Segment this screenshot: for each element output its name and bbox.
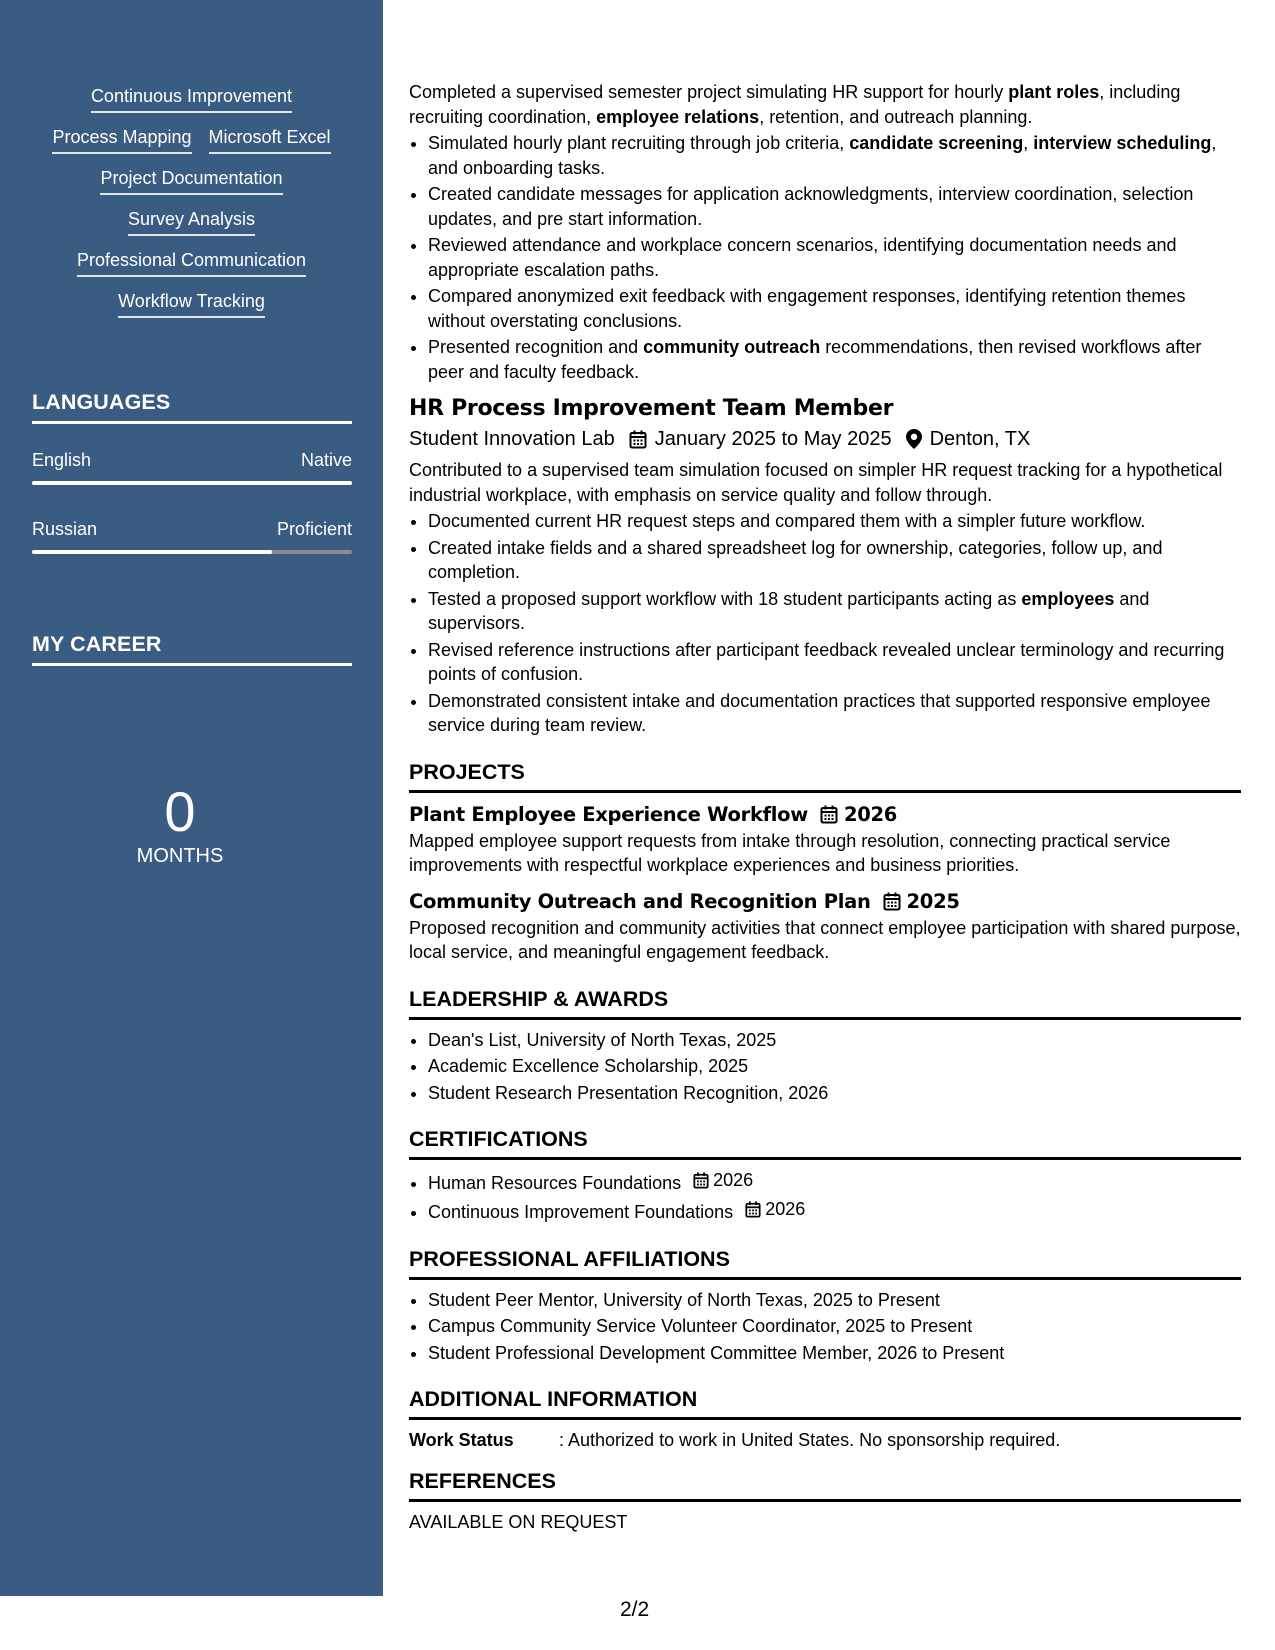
text: Tested a proposed support workflow with 18 student participants acting as: [428, 588, 1022, 609]
calendar-icon: [745, 1201, 761, 1218]
text-bold: interview scheduling: [1033, 133, 1212, 153]
list-item: • Campus Community Service Volunteer Coordinator, 2025 to Present: [428, 1314, 1241, 1339]
list-item: • Student Professional Development Committee Member, 2026 to Present: [428, 1341, 1241, 1366]
language-bar-fill: [32, 550, 272, 554]
text: recommendations, then revised workflows after peer and faculty feedback.: [428, 337, 1202, 382]
certifications-list: [409, 1168, 1241, 1225]
references-text: AVAILABLE ON REQUEST: [409, 1511, 628, 1532]
text-bold: employees: [1021, 588, 1115, 609]
job-bullets: [409, 509, 1241, 738]
text: and supervisors.: [428, 588, 1150, 633]
list-item: [428, 284, 1241, 333]
skill-tag: Continuous Improvement: [91, 85, 292, 113]
list-item: [428, 689, 1241, 738]
text: Simulated hourly plant recruiting through job criteria,: [428, 133, 850, 153]
list-item: • Student Research Presentation Recognition, 2026: [428, 1081, 1241, 1106]
text: Reviewed attendance and workplace concern scenarios, identifying documentation needs and appropriate escalation paths.: [428, 235, 1177, 280]
project-desc: Proposed recognition and community activities that connect employee participation with shared purpose, local service, and meaningful engagement feedback.: [409, 917, 1241, 962]
language-bar: [32, 481, 352, 485]
calendar-icon: [883, 892, 901, 911]
map-pin-icon: [906, 429, 922, 449]
job-dates: January 2025 to May 2025: [654, 428, 892, 450]
language-name: English: [32, 450, 92, 470]
language-item: [32, 518, 352, 554]
languages-heading: LANGUAGES: [32, 390, 352, 424]
text: Completed a supervised semester project simulating HR support for hourly: [409, 82, 1009, 102]
text: Created candidate messages for application acknowledgments, interview coordination, selection updates, and pre start information.: [428, 184, 1194, 229]
text-bold: candidate screening: [849, 133, 1024, 153]
section-heading-affiliations: PROFESSIONAL AFFILIATIONS: [409, 1245, 1241, 1280]
info-value: : Authorized to work in United States. No sponsorship required.: [559, 1430, 1061, 1450]
project-name: Community Outreach and Recognition Plan: [409, 889, 871, 913]
job-org: Student Innovation Lab: [409, 428, 615, 450]
language-item: [32, 449, 352, 485]
project-year: 2026: [844, 802, 898, 826]
list-item: [428, 1168, 1241, 1195]
project-name: Plant Employee Experience Workflow: [409, 802, 808, 826]
list-item: [428, 587, 1241, 636]
text: ,: [1023, 133, 1034, 153]
section-heading-leadership: LEADERSHIP & AWARDS: [409, 985, 1241, 1020]
job-intro: Contributed to a supervised team simulation focused on simpler HR request tracking for a hypothetical industrial workplace, with emphasis on service quality and follow through.: [409, 460, 1223, 505]
cert-year: 2026: [713, 1170, 754, 1190]
text: , and onboarding tasks.: [428, 133, 1217, 178]
section-heading-references: REFERENCES: [409, 1467, 1241, 1502]
info-row: [409, 1428, 1241, 1453]
list-item: • Academic Excellence Scholarship, 2025: [428, 1054, 1241, 1079]
language-level: Native: [300, 450, 352, 470]
list-item: [428, 233, 1241, 282]
list-item: • Dean's List, University of North Texas, 2025: [428, 1028, 1241, 1053]
list-item: [428, 509, 1241, 534]
calendar-icon: [629, 430, 647, 449]
career-value: 0: [164, 780, 196, 843]
list-item: [428, 182, 1241, 231]
text: Revised reference instructions after participant feedback revealed unclear terminology and recurring points of confusion.: [428, 639, 1225, 684]
page-number: 2/2: [620, 1598, 650, 1621]
project-title: [409, 801, 1241, 829]
language-bar: [32, 550, 352, 554]
list-item: [428, 1197, 1241, 1224]
text: , including recruiting coordination,: [409, 82, 1181, 127]
language-name: Russian: [32, 519, 98, 539]
job-intro: [409, 80, 1241, 129]
sidebar: [0, 0, 383, 1596]
calendar-icon: [820, 805, 838, 824]
section-heading-additional: ADDITIONAL INFORMATION: [409, 1385, 1241, 1420]
project-desc: Mapped employee support requests from intake through resolution, connecting practical service improvements with respectful workplace experiences and business priorities.: [409, 830, 1171, 875]
text-bold: employee relations: [596, 106, 760, 127]
cert-name: Human Resources Foundations: [428, 1172, 682, 1193]
leadership-list: [409, 1028, 1241, 1106]
text: Compared anonymized exit feedback with engagement responses, identifying retention themes without overstating conclusions.: [428, 286, 1186, 331]
list-item: • Student Peer Mentor, University of North Texas, 2025 to Present: [428, 1288, 1241, 1313]
language-bar-fill: [32, 481, 352, 485]
skill-tag: Microsoft Excel: [209, 126, 331, 154]
job-meta: [409, 424, 1241, 454]
skill-tag: Project Documentation: [100, 167, 282, 195]
section-heading-certifications: CERTIFICATIONS: [409, 1125, 1241, 1160]
text: Documented current HR request steps and compared them with a simpler future workflow.: [428, 511, 1146, 531]
section-heading-projects: PROJECTS: [409, 758, 1241, 793]
text: Created intake fields and a shared spreadsheet log for ownership, categories, follow up, and completion.: [428, 537, 1163, 582]
text: Demonstrated consistent intake and documentation practices that supported responsive employee service during team review.: [428, 690, 1211, 735]
skill-tag: Professional Communication: [77, 249, 306, 277]
career-unit: MONTHS: [136, 845, 224, 867]
list-item: [428, 638, 1241, 687]
career-heading: MY CAREER: [32, 632, 352, 666]
career-summary: [100, 782, 260, 868]
list-item: [428, 536, 1241, 585]
skill-tag: Process Mapping: [52, 126, 191, 154]
main-content: [409, 80, 1241, 1534]
job-title: HR Process Improvement Team Member: [409, 396, 894, 421]
job-location: Denton, TX: [929, 428, 1031, 450]
skill-tag: Workflow Tracking: [118, 290, 265, 318]
calendar-icon: [693, 1172, 709, 1189]
text: Presented recognition and: [428, 337, 644, 357]
cert-name: Continuous Improvement Foundations: [428, 1202, 734, 1222]
project-year: 2025: [906, 889, 960, 913]
list-item: [428, 131, 1241, 180]
text-bold: community outreach: [643, 337, 821, 357]
language-level: Proficient: [276, 519, 352, 539]
job-bullets: [409, 131, 1241, 384]
project-title: [409, 888, 1241, 916]
skills-list: [0, 85, 383, 331]
text-bold: plant roles: [1008, 82, 1100, 102]
cert-year: 2026: [765, 1199, 806, 1220]
list-item: [428, 335, 1241, 384]
text: , retention, and outreach planning.: [759, 106, 1033, 127]
info-label: Work Status: [409, 1430, 514, 1450]
skill-tag: Survey Analysis: [128, 208, 255, 236]
affiliations-list: [409, 1288, 1241, 1366]
